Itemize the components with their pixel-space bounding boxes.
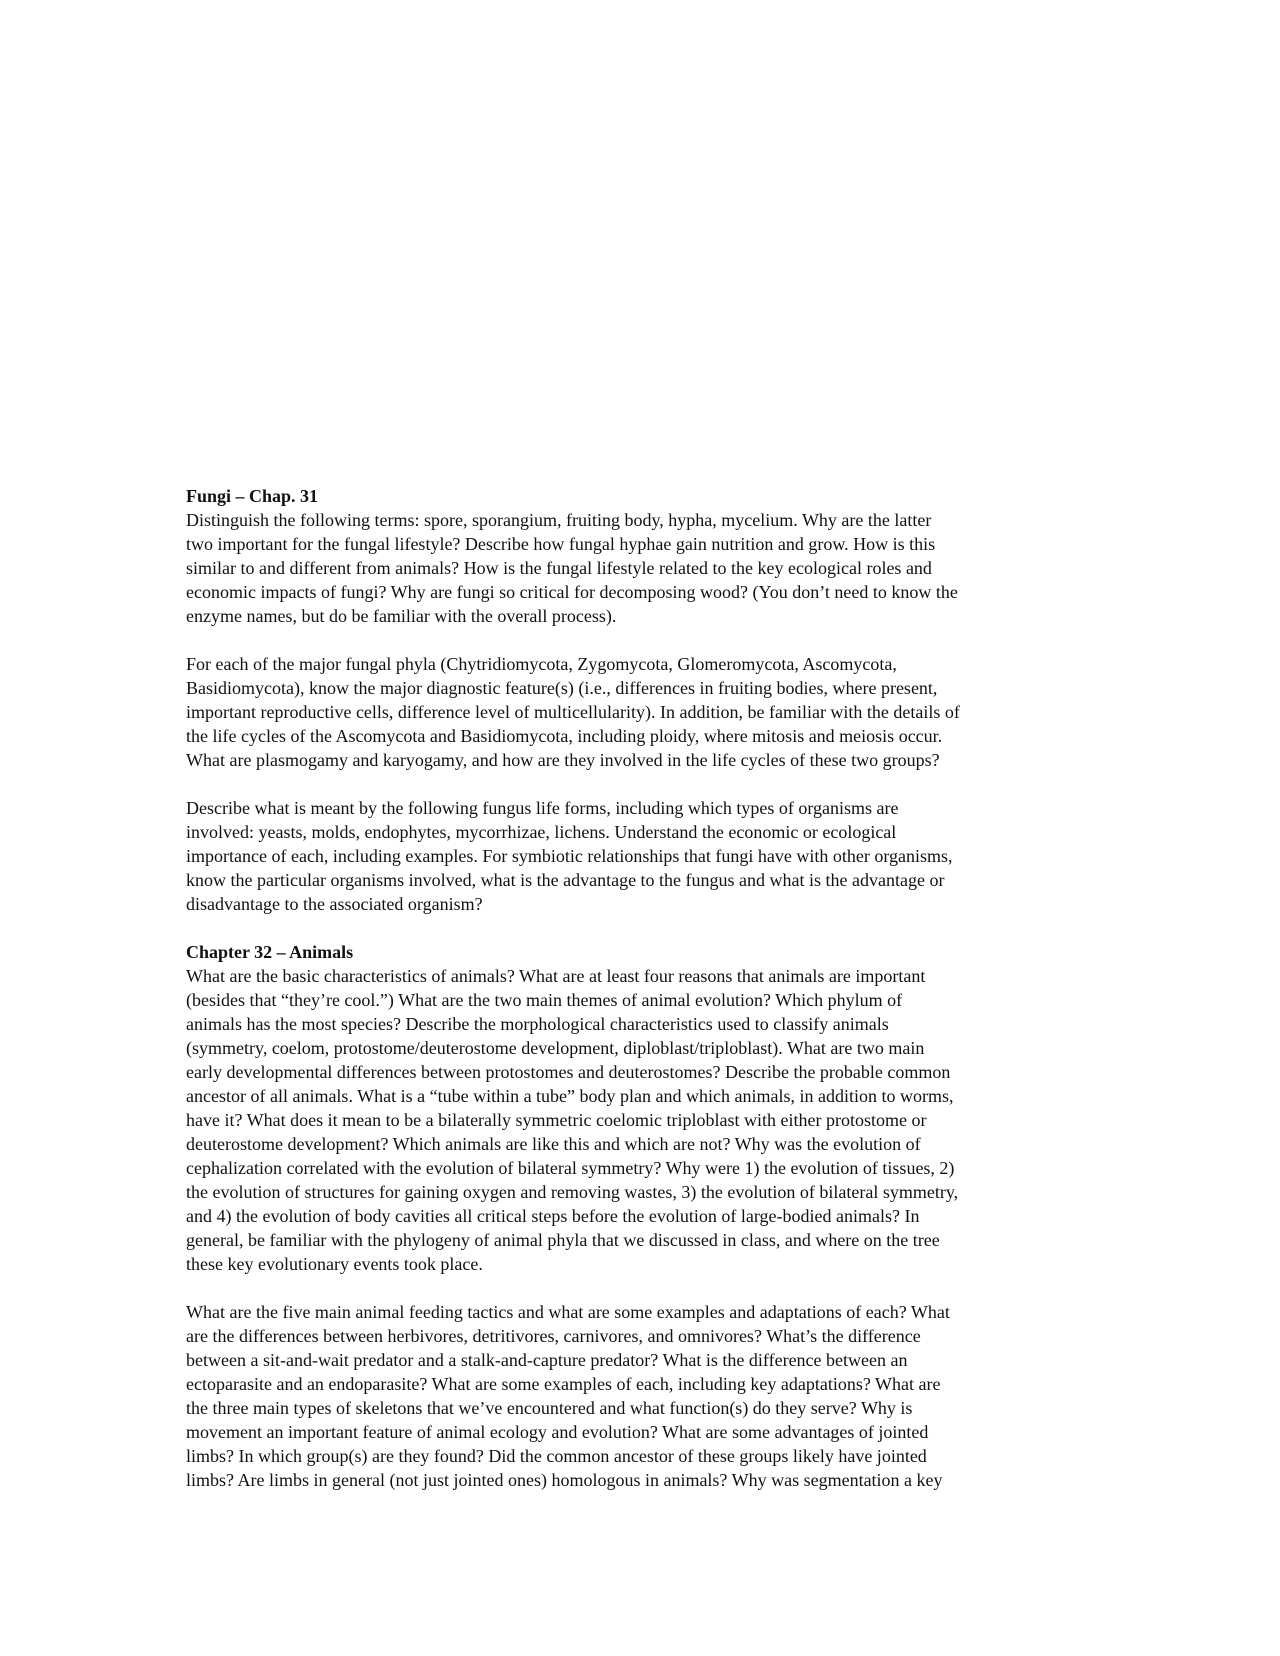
paragraph-fungi-terms: Distinguish the following terms: spore, sporangium, fruiting body, hypha, mycelium. Why are the latter two important for the fungal lifestyle? Describe how fungal hyphae gain nutrition and grow. How is this similar to and different from animals? How is the fungal lifestyle related to the key ecological roles and economic impacts of fungi? Why are fungi so critical for decomposing wood? (You don’t need to know the enzyme names, but do be familiar with the overall process). [186, 510, 958, 626]
section-animals [186, 940, 1096, 1492]
section-fungi [186, 484, 1096, 916]
section-heading-animals: Chapter 32 – Animals [186, 942, 354, 962]
paragraph-animals-feeding: What are the five main animal feeding tactics and what are some examples and adaptations of each? What are the differences between herbivores, detritivores, carnivores, and omnivores? What’s the difference between a sit-and-wait predator and a stalk-and-capture predator? What is the difference between an ectoparasite and an endoparasite? What are some examples of each, including key adaptations? What are the three main types of skeletons that we’ve encountered and what function(s) do they serve? Why is movement an important feature of animal ecology and evolution? What are some advantages of jointed limbs? In which group(s) are they found? Did the common ancestor of these groups likely have jointed limbs? Are limbs in general (not just jointed ones) homologous in animals? Why was segmentation a key [186, 1302, 950, 1490]
paragraph-fungi-phyla: For each of the major fungal phyla (Chytridiomycota, Zygomycota, Glomeromycota, Ascomycota, Basidiomycota), know the major diagnostic feature(s) (i.e., differences in fruiting bodies, where present, important reproductive cells, difference level of multicellularity). In addition, be familiar with the details of the life cycles of the Ascomycota and Basidiomycota, including ploidy, where mitosis and meiosis occur. What are plasmogamy and karyogamy, and how are they involved in the life cycles of these two groups? [186, 654, 960, 770]
section-heading-fungi: Fungi – Chap. 31 [186, 486, 319, 506]
paragraph-fungi-life-forms: Describe what is meant by the following fungus life forms, including which types of organisms are involved: yeasts, molds, endophytes, mycorrhizae, lichens. Understand the economic or ecological importance of each, including examples. For symbiotic relationships that fungi have with other organisms, know the particular organisms involved, what is the advantage to the fungus and what is the advantage or disadvantage to the associated organism? [186, 798, 953, 914]
document-body [186, 484, 1096, 1492]
paragraph-animals-characteristics: What are the basic characteristics of animals? What are at least four reasons that animals are important (besides that “they’re cool.”) What are the two main themes of animal evolution? Which phylum of animals has the most species? Describe the morphological characteristics used to classify animals (symmetry, coelom, protostome/deuterostome development, diploblast/triploblast). What are two main early developmental differences between protostomes and deuterostomes? Describe the probable common ancestor of all animals. What is a “tube within a tube” body plan and which animals, in addition to worms, have it? What does it mean to be a bilaterally symmetric coelomic triploblast with either protostome or deuterostome development? Which animals are like this and which are not? Why was the evolution of cephalization correlated with the evolution of bilateral symmetry? Why were 1) the evolution of tissues, 2) the evolution of structures for gaining oxygen and removing wastes, 3) the evolution of bilateral symmetry, and 4) the evolution of body cavities all critical steps before the evolution of large-bodied animals? In general, be familiar with the phylogeny of animal phyla that we discussed in class, and where on the tree these key evolutionary events took place. [186, 966, 959, 1274]
